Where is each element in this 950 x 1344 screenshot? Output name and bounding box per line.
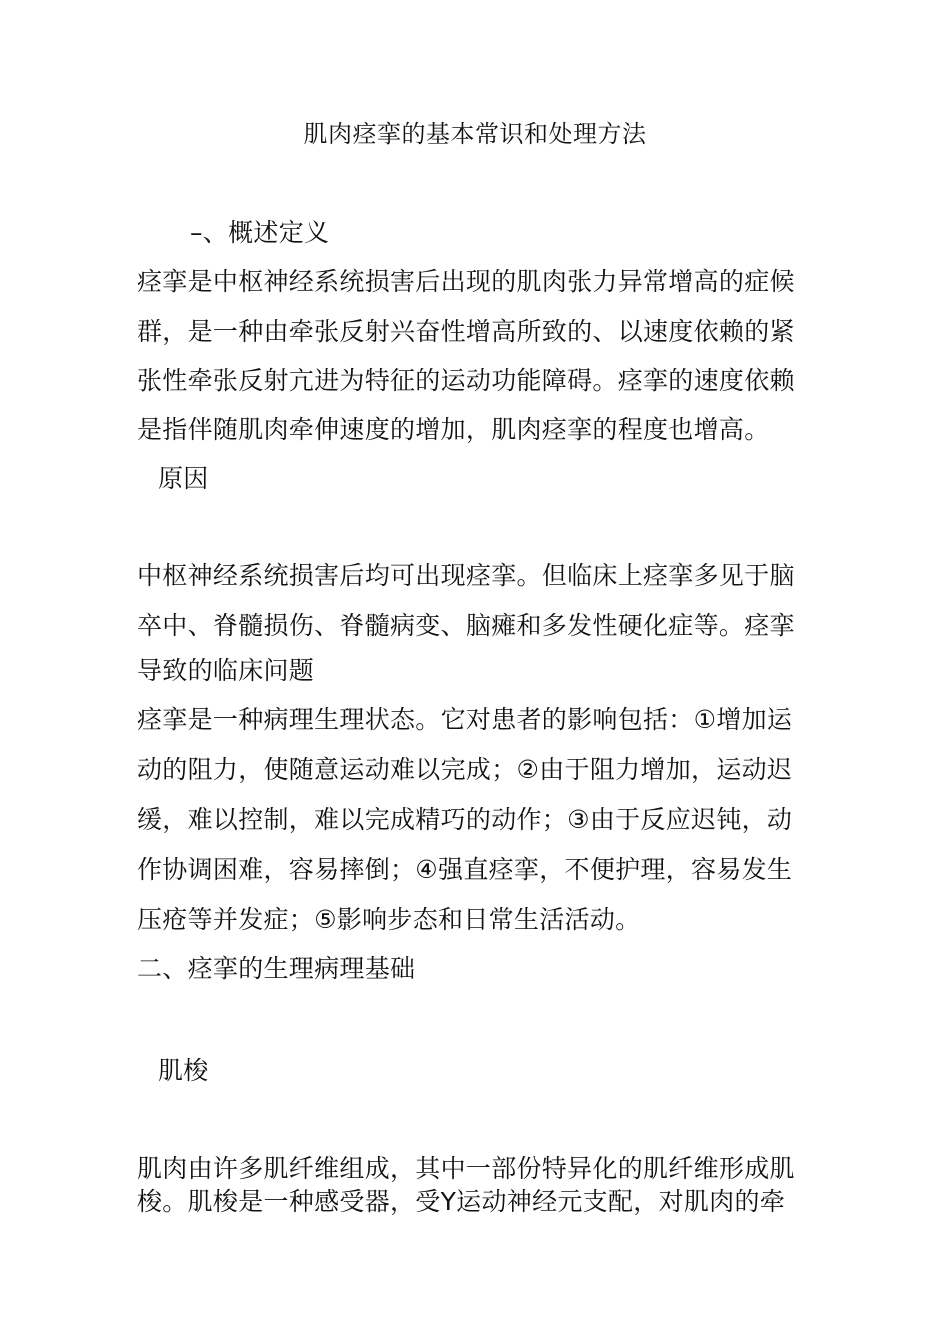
cause-heading: 原因 bbox=[158, 464, 209, 493]
definition-line-2: 群，是一种由牵张反射兴奋性增高所致的、以速度依赖的紧 bbox=[137, 317, 795, 346]
document-title: 肌肉痉挛的基本常识和处理方法 bbox=[303, 120, 647, 148]
cause-line-1: 中枢神经系统损害后均可出现痉挛。但临床上痉挛多见于脑 bbox=[137, 561, 795, 590]
problem-line-4: 作协调困难，容易摔倒；④强直痉挛，不便护理，容易发生 bbox=[137, 855, 793, 884]
spindle-line-1: 肌肉由许多肌纤维组成，其中一部份特异化的肌纤维形成肌 bbox=[137, 1154, 795, 1183]
problem-line-2: 动的阻力，使随意运动难以完成；②由于阻力增加，运动迟 bbox=[137, 755, 793, 784]
spindle-line-2: 梭。肌梭是一种感受器，受Y运动神经元支配，对肌肉的牵 bbox=[137, 1187, 786, 1216]
problem-line-5: 压疮等并发症；⑤影响步态和日常生活活动。 bbox=[137, 905, 641, 934]
cause-line-3: 导致的临床问题 bbox=[137, 656, 315, 685]
section-1-heading: –、概述定义 bbox=[190, 218, 330, 247]
spindle-heading: 肌梭 bbox=[158, 1056, 209, 1085]
cause-line-2: 卒中、脊髓损伤、脊髓病变、脑瘫和多发性硬化症等。痉挛 bbox=[137, 611, 795, 640]
problem-line-1: 痉挛是一种病理生理状态。它对患者的影响包括：①增加运 bbox=[137, 705, 793, 734]
definition-line-3: 张性牵张反射亢进为特征的运动功能障碍。痉挛的速度依赖 bbox=[137, 366, 795, 395]
section-2-heading: 二、痉挛的生理病理基础 bbox=[137, 954, 416, 983]
definition-line-1: 痉挛是中枢神经系统损害后出现的肌肉张力异常增高的症候 bbox=[137, 267, 795, 296]
problem-line-3: 缓，难以控制，难以完成精巧的动作；③由于反应迟钝，动 bbox=[137, 805, 793, 834]
definition-line-4: 是指伴随肌肉牵伸速度的增加，肌肉痉挛的程度也增高。 bbox=[137, 415, 770, 444]
